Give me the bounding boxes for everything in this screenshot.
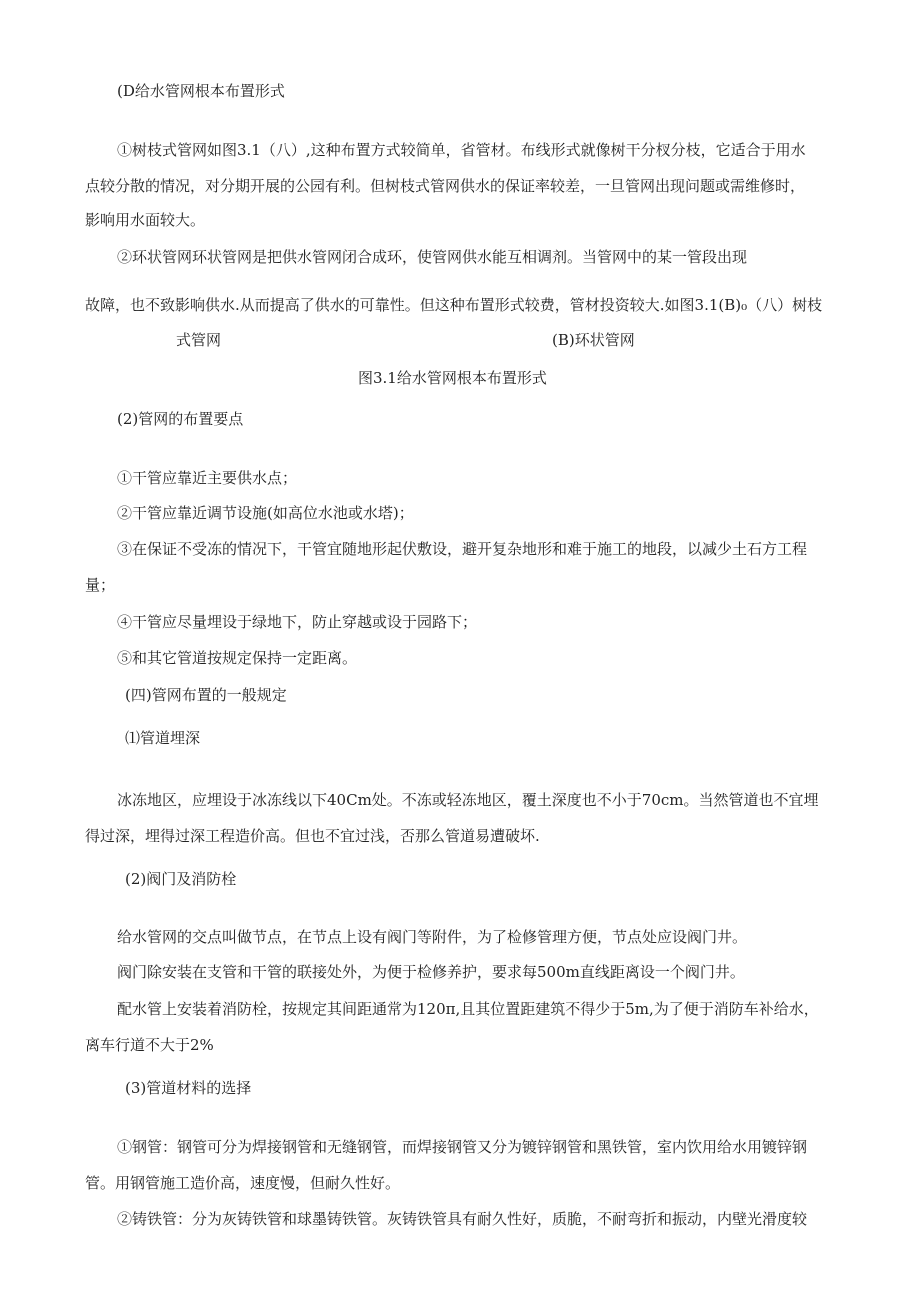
paragraph-tree-network-line-3: 影响用水面较大。 — [85, 211, 206, 229]
section-heading-layout-points: (2)管网的布置要点 — [117, 410, 244, 428]
paragraph-valves-line-1: 给水管网的交点叫做节点，在节点上设有阀门等附件，为了检修管理方便，节点处应设阀门井。 — [117, 928, 748, 946]
point-5: ⑤和其它管道按规定保持一定距离。 — [117, 649, 358, 667]
paragraph-ring-network-line-2: 故障，也不致影响供水.从而提高了供水的可靠性。但这种布置形式较费，管材投资较大.如图3.1(B)₀（八）树枝 — [85, 296, 823, 314]
paragraph-burial-depth-line-2: 得过深，埋得过深工程造价高。但也不宜过浅，否那么管道易遭破坏. — [85, 827, 540, 845]
paragraph-steel-pipe-line-1: ①钢管：钢管可分为焊接钢管和无缝钢管，而焊接钢管又分为镀锌钢管和黑铁管，室内饮用给水用镀锌钢 — [117, 1138, 808, 1156]
paragraph-steel-pipe-line-2: 管。用钢管施工造价高，速度慢，但耐久性好。 — [85, 1174, 401, 1192]
figure-caption: 图3.1给水管网根本布置形式 — [358, 369, 547, 387]
section-heading-valves-hydrants: (2)阀门及消防栓 — [125, 870, 237, 888]
paragraph-valves-line-2: 阀门除安装在支管和干管的联接处外，为便于检修养护，要求每500m直线距离设一个阀门井。 — [117, 963, 745, 981]
caption-tree-network: 式管网 — [176, 331, 222, 349]
section-heading-burial-depth: ⑴管道埋深 — [125, 729, 201, 747]
paragraph-valves-line-3: 配水管上安装着消防栓，按规定其间距通常为120π,且其位置距建筑不得少于5m,为了便于消防车补给水， — [117, 1000, 819, 1018]
section-heading-layout-forms: (D给水管网根本布置形式 — [117, 82, 285, 100]
paragraph-ring-network-line-1: ②环状管网环状管网是把供水管网闭合成环，使管网供水能互相调剂。当管网中的某一管段出现 — [117, 248, 748, 266]
paragraph-tree-network-line-1: ①树枝式管网如图3.1（八）,这种布置方式较简单，省管材。布线形式就像树干分杈分枝，它适合于用水 — [117, 141, 806, 159]
point-3-line-1: ③在保证不受冻的情况下，干管宜随地形起伏敷设，避开复杂地形和难于施工的地段，以减少土石方工程 — [117, 540, 808, 558]
section-heading-general-rules: (四)管网布置的一般规定 — [125, 686, 287, 704]
point-3-line-2: 量； — [85, 576, 116, 594]
paragraph-tree-network-line-2: 点较分散的情况，对分期开展的公园有利。但树枝式管网供水的保证率较差，一旦管网出现问题或需维修时， — [85, 177, 806, 195]
point-2: ②干管应靠近调节设施(如高位水池或水塔)； — [117, 504, 414, 522]
paragraph-valves-line-4: 离车行道不大于2% — [85, 1036, 214, 1054]
caption-ring-network: (B)环状管网 — [552, 331, 635, 349]
paragraph-cast-iron-pipe-line-1: ②铸铁管：分为灰铸铁管和球墨铸铁管。灰铸铁管具有耐久性好，质脆，不耐弯折和振动，内壁光滑度较 — [117, 1210, 808, 1228]
section-heading-pipe-materials: (3)管道材料的选择 — [125, 1079, 252, 1097]
paragraph-burial-depth-line-1: 冰冻地区，应埋设于冰冻线以下40Cm处。不冻或轻冻地区，覆土深度也不小于70cm。当然管道也不宜埋 — [117, 791, 819, 809]
point-1: ①干管应靠近主要供水点； — [117, 469, 298, 487]
point-4: ④干管应尽量埋设于绿地下，防止穿越或设于园路下； — [117, 613, 478, 631]
